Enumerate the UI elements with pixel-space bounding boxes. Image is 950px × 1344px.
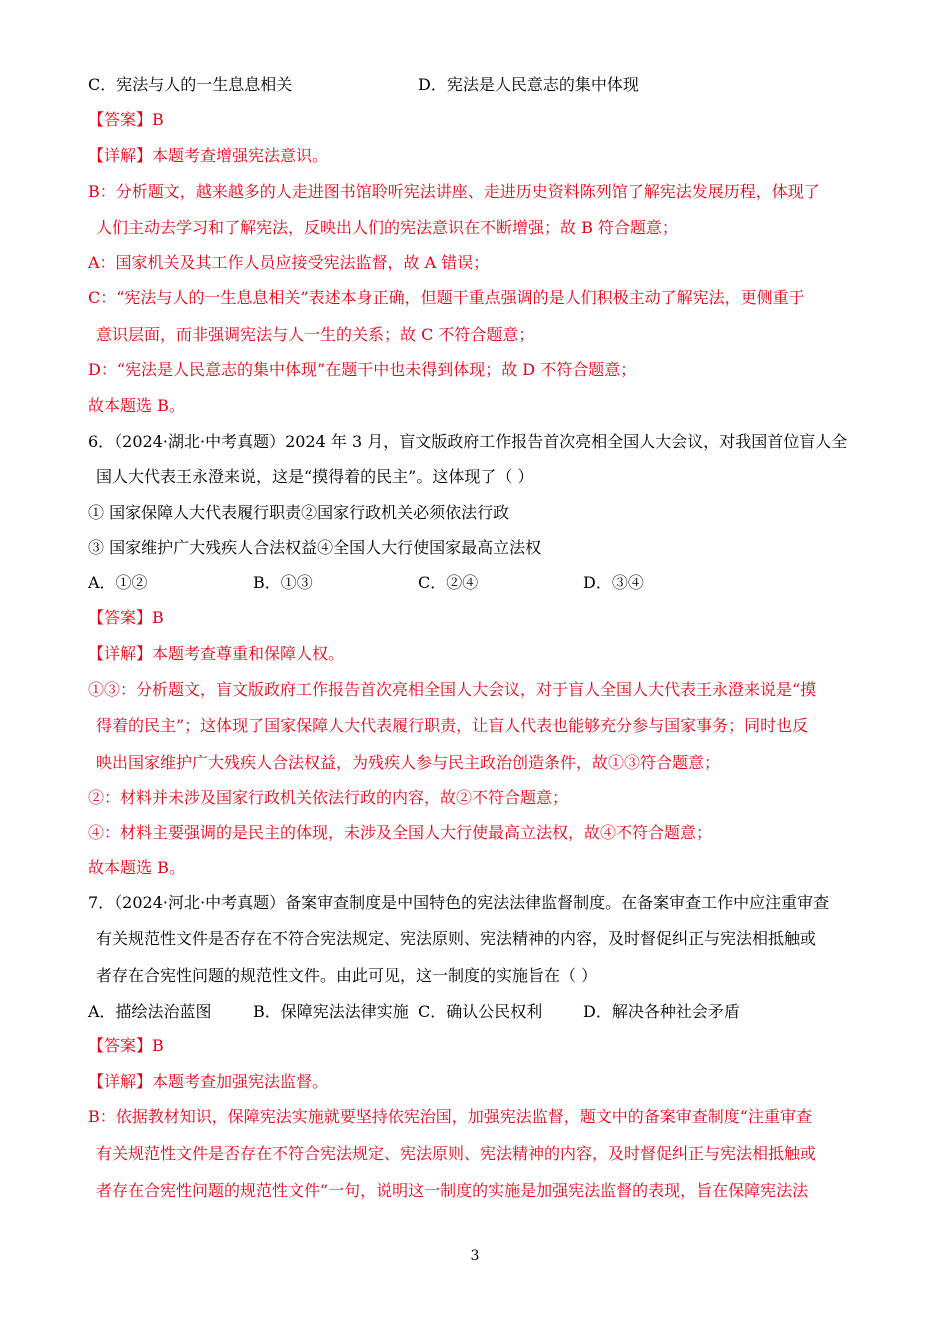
- q7-option-b: B．保障宪法法律实施: [253, 1002, 409, 1021]
- q7-stem: 7．（2024·河北·中考真题）备案审查制度是中国特色的宪法法律监督制度。在备案审查工作中应注重审查: [88, 893, 830, 912]
- q6-option-d: D．③④: [583, 573, 644, 592]
- q6-explanation-line: 映出国家维护广大残疾人合法权益，为残疾人参与民主政治创造条件，故①③符合题意；: [96, 753, 721, 772]
- q5-explanation-line: D：“宪法是人民意志的集中体现”在题干中也未得到体现；故 D 不符合题意；: [88, 360, 637, 379]
- q7-stem: 有关规范性文件是否存在不符合宪法规定、宪法原则、宪法精神的内容，及时督促纠正与宪法相抵触或: [96, 929, 817, 948]
- q6-item: ① 国家保障人大代表履行职责②国家行政机关必须依法行政: [88, 503, 510, 522]
- q7-stem: 者存在合宪性问题的规范性文件。由此可见，这一制度的实施旨在（ ）: [96, 966, 598, 985]
- q6-detail-heading: 【详解】本题考查尊重和保障人权。: [88, 644, 345, 663]
- q5-explanation-line: B：分析题文，越来越多的人走进图书馆聆听宪法讲座、走进历史资料陈列馆了解宪法发展历程，体现了: [88, 182, 820, 201]
- page-number: 3: [470, 1248, 480, 1264]
- q6-item: ③ 国家维护广大残疾人合法权益④全国人大行使国家最高立法权: [88, 538, 542, 557]
- q6-option-a: A．①②: [88, 573, 148, 592]
- q7-option-c: C．确认公民权利: [418, 1002, 543, 1021]
- q5-answer: 【答案】B: [88, 110, 164, 129]
- q5-conclusion: 故本题选 B。: [88, 396, 185, 415]
- q7-answer: 【答案】B: [88, 1036, 164, 1055]
- q5-option-c: C．宪法与人的一生息息相关: [88, 75, 293, 94]
- q6-answer: 【答案】B: [88, 608, 164, 627]
- q7-option-d: D．解决各种社会矛盾: [583, 1002, 740, 1021]
- q5-explanation-line: C：“宪法与人的一生息息相关”表述本身正确，但题干重点强调的是人们积极主动了解宪法，更侧重于: [88, 288, 805, 307]
- q5-explanation-line: A：国家机关及其工作人员应接受宪法监督，故 A 错误；: [88, 253, 490, 272]
- q7-explanation-line: B：依据教材知识，保障宪法实施就要坚持依宪治国，加强宪法监督，题文中的备案审查制度“注重审查: [88, 1107, 812, 1126]
- q7-explanation-line: 有关规范性文件是否存在不符合宪法规定、宪法原则、宪法精神的内容，及时督促纠正与宪法相抵触或: [96, 1144, 817, 1163]
- q6-option-b: B．①③: [253, 573, 313, 592]
- q5-option-d: D．宪法是人民意志的集中体现: [418, 75, 639, 94]
- q5-explanation-line: 意识层面，而非强调宪法与人一生的关系；故 C 不符合题意；: [96, 325, 535, 344]
- q6-explanation-line: ②：材料并未涉及国家行政机关依法行政的内容，故②不符合题意；: [88, 788, 569, 807]
- q5-detail-heading: 【详解】本题考查增强宪法意识。: [88, 146, 329, 165]
- q6-explanation-line: ①③：分析题文，盲文版政府工作报告首次亮相全国人大会议，对于盲人全国人大代表王永澄来说是“摸: [88, 680, 817, 699]
- q6-stem: 6．（2024·湖北·中考真题）2024 年 3 月，盲文版政府工作报告首次亮相全国人大会议，对我国首位盲人全: [88, 432, 848, 451]
- q6-conclusion: 故本题选 B。: [88, 858, 185, 877]
- q6-stem: 国人大代表王永澄来说，这是“摸得着的民主”。这体现了（ ）: [96, 467, 534, 486]
- q6-explanation-line: 得着的民主”；这体现了国家保障人大代表履行职责，让盲人代表也能够充分参与国家事务；同时也反: [96, 716, 809, 735]
- q5-explanation-line: 人们主动去学习和了解宪法，反映出人们的宪法意识在不断增强；故 B 符合题意；: [96, 218, 678, 237]
- q6-explanation-line: ④：材料主要强调的是民主的体现，未涉及全国人大行使最高立法权，故④不符合题意；: [88, 823, 713, 842]
- q7-detail-heading: 【详解】本题考查加强宪法监督。: [88, 1072, 329, 1091]
- q7-explanation-line: 者存在合宪性问题的规范性文件”一句，说明这一制度的实施是加强宪法监督的表现，旨在保障宪法法: [96, 1181, 809, 1200]
- q6-option-c: C．②④: [418, 573, 479, 592]
- q7-option-a: A．描绘法治蓝图: [88, 1002, 212, 1021]
